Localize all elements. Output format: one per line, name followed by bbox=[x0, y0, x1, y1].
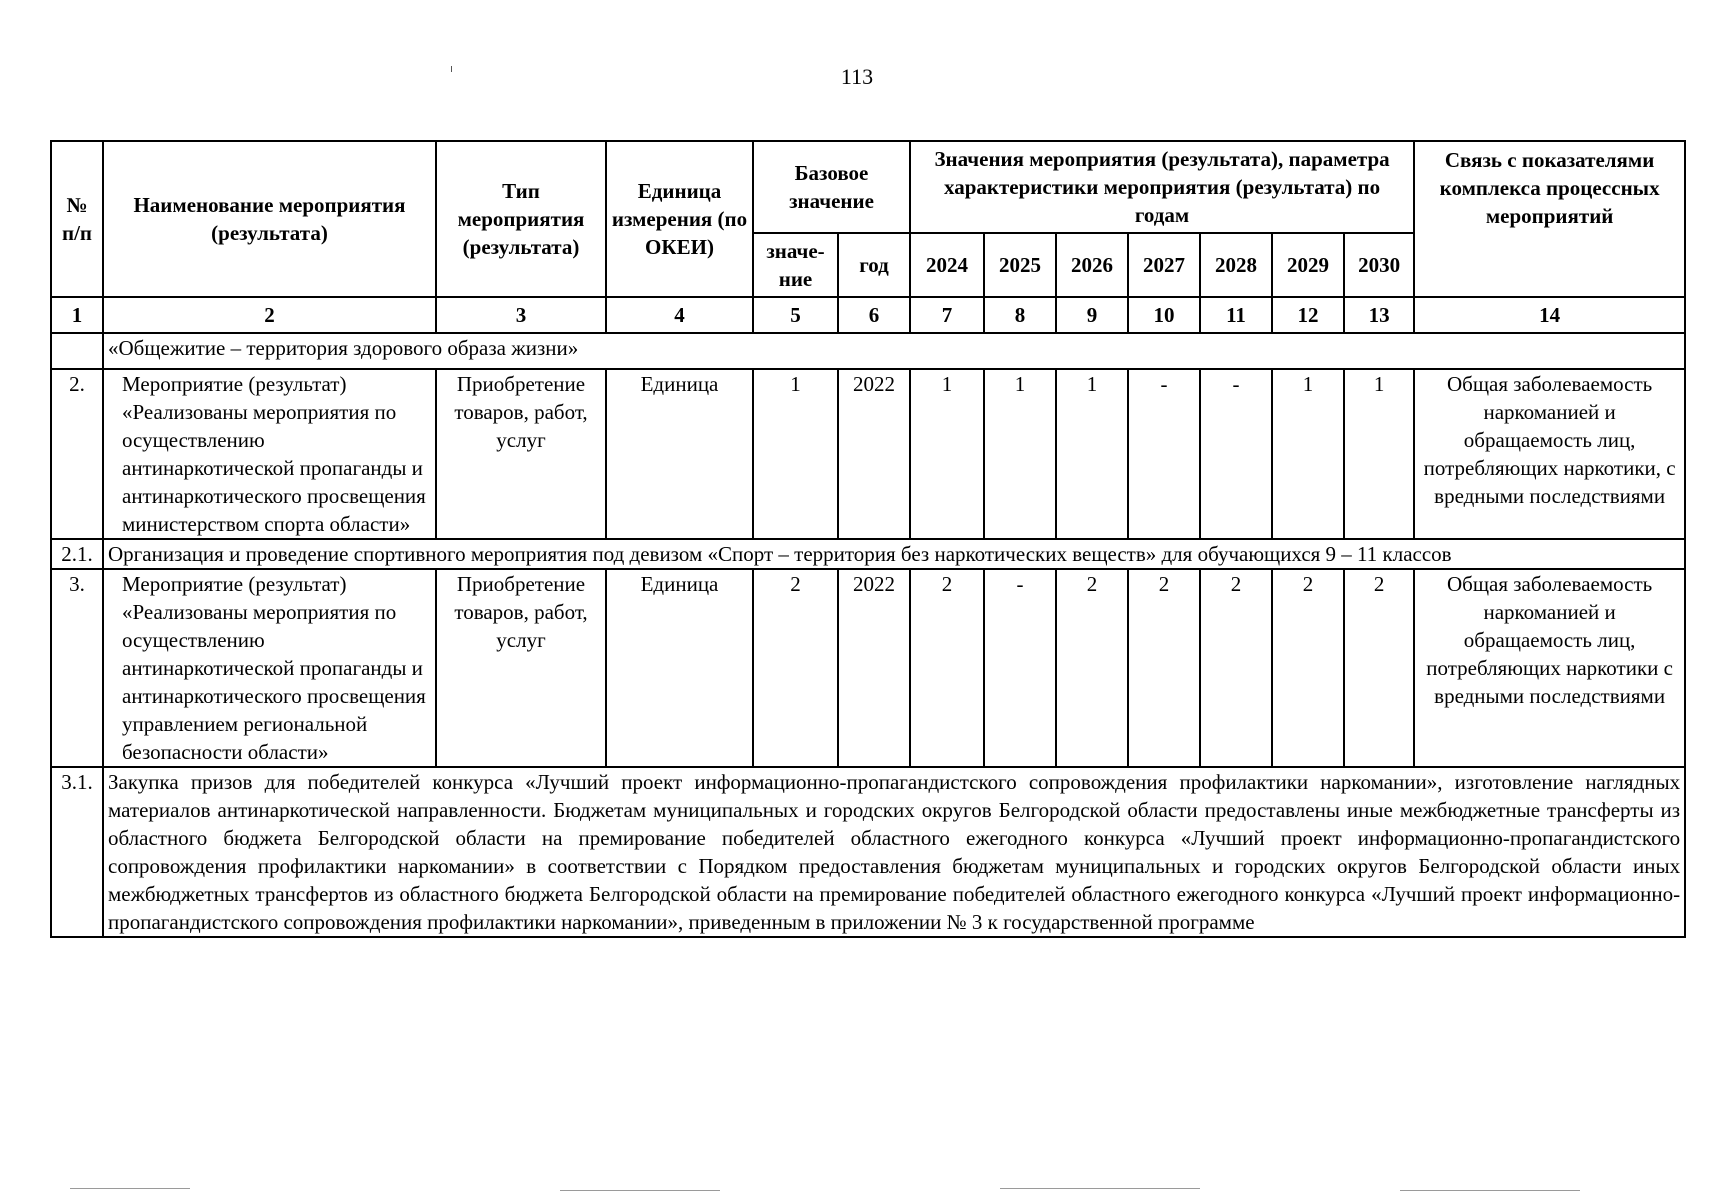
measure-unit: Единица bbox=[606, 569, 753, 767]
scan-artifact bbox=[560, 1190, 720, 1191]
table-row bbox=[51, 539, 1685, 569]
header-unit: Единица измерения (по ОКЕИ) bbox=[606, 141, 753, 297]
header-year-2030: 2030 bbox=[1344, 233, 1414, 297]
table-row bbox=[51, 369, 1685, 539]
value-2029: 1 bbox=[1272, 369, 1344, 539]
base-value: 1 bbox=[753, 369, 838, 539]
column-number: 10 bbox=[1128, 297, 1200, 333]
value-2027: 2 bbox=[1128, 569, 1200, 767]
header-year-2024: 2024 bbox=[910, 233, 984, 297]
scan-artifact bbox=[70, 1188, 190, 1189]
header-base-year: год bbox=[838, 233, 910, 297]
table-row bbox=[51, 767, 1685, 937]
scan-mark bbox=[451, 66, 452, 72]
column-number: 2 bbox=[103, 297, 436, 333]
column-number: 8 bbox=[984, 297, 1056, 333]
header-year-2027: 2027 bbox=[1128, 233, 1200, 297]
section-row bbox=[51, 333, 1685, 369]
value-2026: 2 bbox=[1056, 569, 1128, 767]
header-base: Базовое значение bbox=[753, 141, 910, 233]
measure-type: Приобретение товаров, работ, услуг bbox=[436, 569, 606, 767]
header-year-2025: 2025 bbox=[984, 233, 1056, 297]
header-year-2028: 2028 bbox=[1200, 233, 1272, 297]
column-number: 7 bbox=[910, 297, 984, 333]
column-number: 13 bbox=[1344, 297, 1414, 333]
measure-type: Приобретение товаров, работ, услуг bbox=[436, 369, 606, 539]
indicator-link: Общая заболеваемость наркоманией и обращаемость лиц, потребляющих наркотики, с вредными последствиями bbox=[1414, 369, 1685, 539]
measure-name: Мероприятие (результат) «Реализованы мероприятия по осуществлению антинаркотической пропаганды и антинаркотического просвещения управлением региональной безопасности области» bbox=[103, 569, 436, 767]
value-2027: - bbox=[1128, 369, 1200, 539]
page-number: 113 bbox=[840, 64, 874, 89]
column-number: 14 bbox=[1414, 297, 1685, 333]
section-title: «Общежитие – территория здорового образа жизни» bbox=[103, 333, 1685, 369]
base-year: 2022 bbox=[838, 569, 910, 767]
measure-unit: Единица bbox=[606, 369, 753, 539]
header-num: № п/п bbox=[51, 141, 103, 297]
scan-artifact bbox=[1000, 1188, 1200, 1189]
base-year: 2022 bbox=[838, 369, 910, 539]
column-number-row bbox=[51, 297, 1685, 333]
header-base-value: значе-ние bbox=[753, 233, 838, 297]
header-row-main bbox=[51, 141, 1685, 233]
column-number: 12 bbox=[1272, 297, 1344, 333]
header-name: Наименование мероприятия (результата) bbox=[103, 141, 436, 297]
header-year-2029: 2029 bbox=[1272, 233, 1344, 297]
base-value: 2 bbox=[753, 569, 838, 767]
header-type: Тип мероприятия (результата) bbox=[436, 141, 606, 297]
indicator-link: Общая заболеваемость наркоманией и обращаемость лиц, потребляющих наркотики с вредными последствиями bbox=[1414, 569, 1685, 767]
value-2030: 1 bbox=[1344, 369, 1414, 539]
measure-name: Мероприятие (результат) «Реализованы мероприятия по осуществлению антинаркотической пропаганды и антинаркотического просвещения министерством спорта области» bbox=[103, 369, 436, 539]
row-number: 2.1. bbox=[51, 539, 103, 569]
row-number: 2. bbox=[51, 369, 103, 539]
value-2029: 2 bbox=[1272, 569, 1344, 767]
column-number: 5 bbox=[753, 297, 838, 333]
section-num-cell bbox=[51, 333, 103, 369]
header-values: Значения мероприятия (результата), параметра характеристики мероприятия (результата) по годам bbox=[910, 141, 1414, 233]
row-number: 3. bbox=[51, 569, 103, 767]
sub-measure-text: Закупка призов для победителей конкурса «Лучший проект информационно-пропагандистского сопровождения профилактики наркомании», изготовление наглядных материалов антинаркотической направленности. Бюджетам муниципальных и городских округов Белгородской области предоставлены иные межбюджетные трансферты из областного бюджета Белгородской области на премирование победителей областного ежегодного конкурса «Лучший проект информационно-пропагандистского сопровождения профилактики наркомании» в соответствии с Порядком предоставления бюджетам муниципальных и городских округов Белгородской области иных межбюджетных трансфертов из областного бюджета Белгородской области на премирование победителей областного ежегодного конкурса «Лучший проект информационно-пропагандистского сопровождения профилактики наркомании», приведенным в приложении № 3 к государственной программе bbox=[103, 767, 1685, 937]
measures-table bbox=[50, 140, 1686, 938]
header-year-2026: 2026 bbox=[1056, 233, 1128, 297]
value-2028: - bbox=[1200, 369, 1272, 539]
value-2028: 2 bbox=[1200, 569, 1272, 767]
table-row bbox=[51, 569, 1685, 767]
scan-artifact bbox=[1400, 1190, 1580, 1191]
value-2024: 2 bbox=[910, 569, 984, 767]
column-number: 6 bbox=[838, 297, 910, 333]
row-number: 3.1. bbox=[51, 767, 103, 937]
value-2024: 1 bbox=[910, 369, 984, 539]
value-2026: 1 bbox=[1056, 369, 1128, 539]
column-number: 1 bbox=[51, 297, 103, 333]
value-2025: - bbox=[984, 569, 1056, 767]
column-number: 11 bbox=[1200, 297, 1272, 333]
value-2030: 2 bbox=[1344, 569, 1414, 767]
sub-measure-text: Организация и проведение спортивного мероприятия под девизом «Спорт – территория без наркотических веществ» для обучающихся 9 – 11 классов bbox=[103, 539, 1685, 569]
header-link: Связь с показателями комплекса процессных мероприятий bbox=[1414, 141, 1685, 297]
column-number: 3 bbox=[436, 297, 606, 333]
column-number: 9 bbox=[1056, 297, 1128, 333]
column-number: 4 bbox=[606, 297, 753, 333]
value-2025: 1 bbox=[984, 369, 1056, 539]
